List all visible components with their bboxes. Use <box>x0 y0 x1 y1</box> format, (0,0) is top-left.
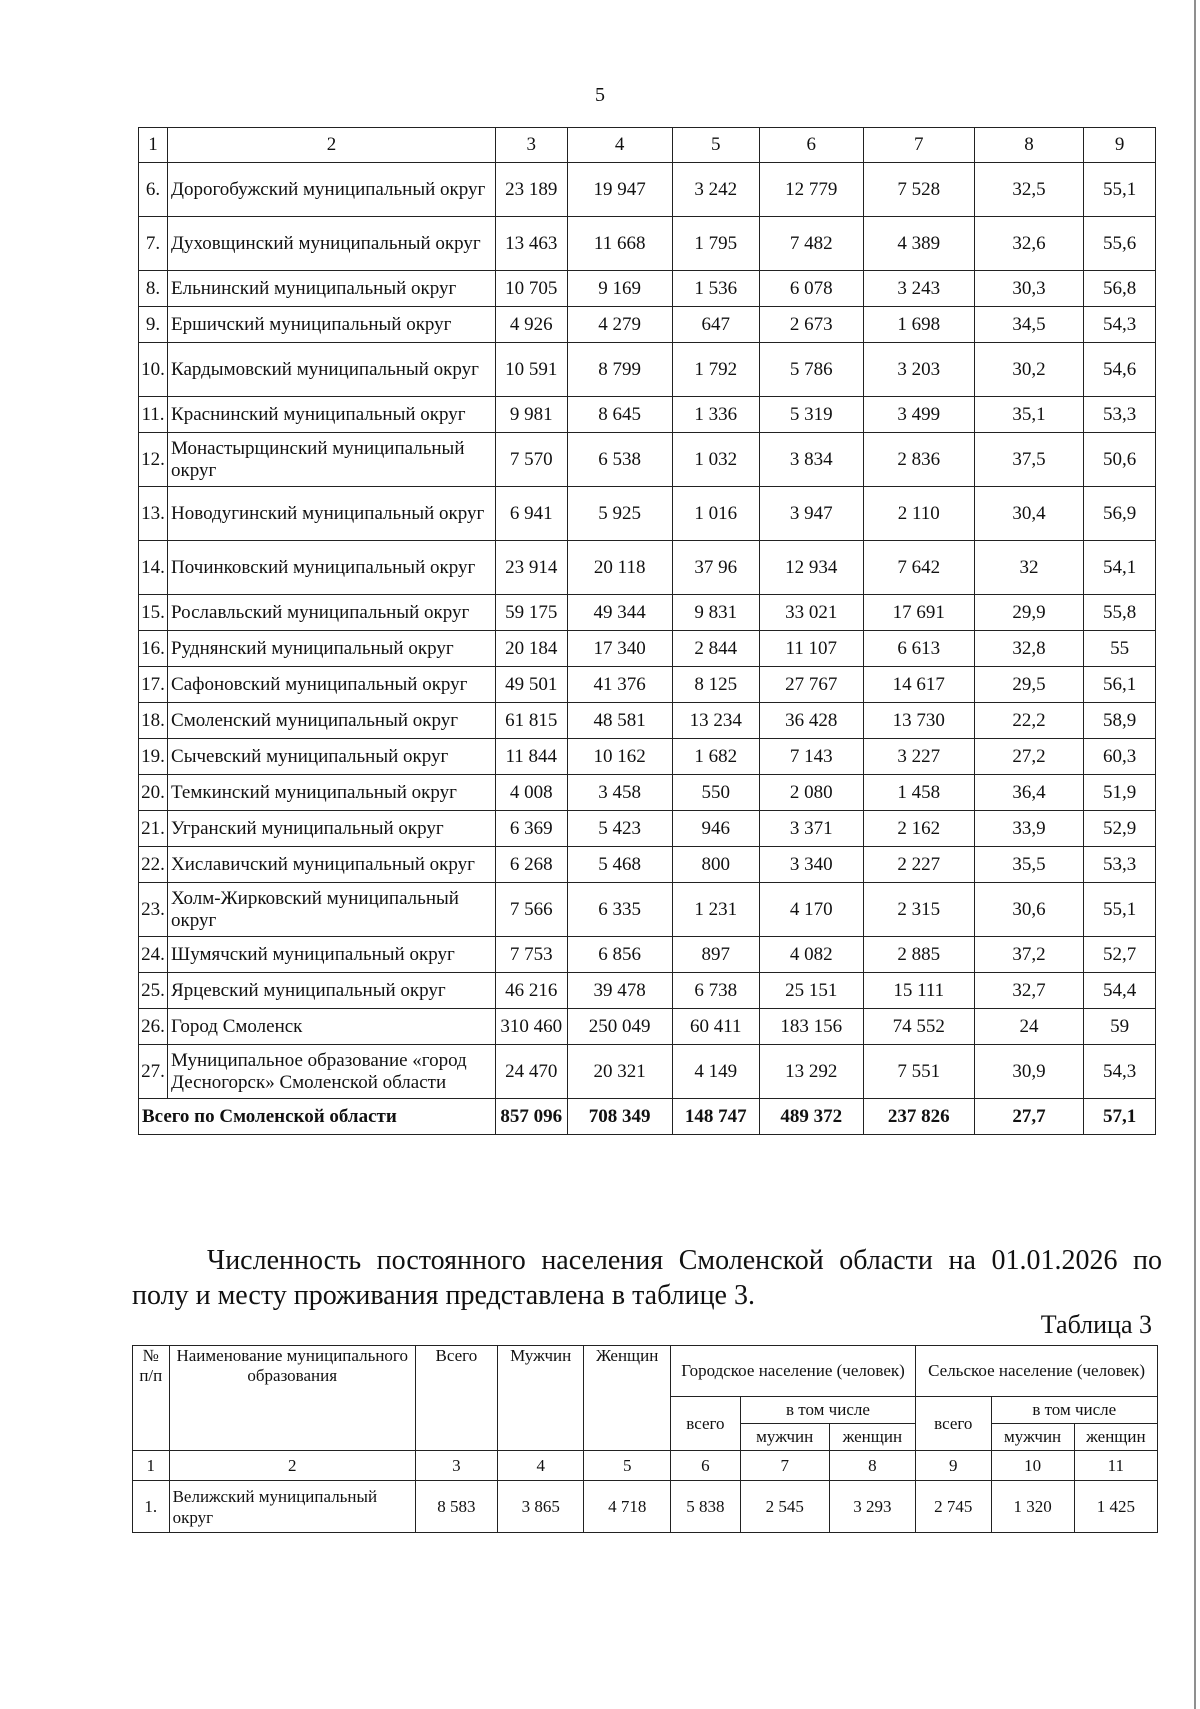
table-row <box>139 973 1156 1009</box>
value-c6: 5 786 <box>759 343 863 397</box>
value-c7: 3 203 <box>863 343 974 397</box>
value-c5: 4 149 <box>672 1045 759 1099</box>
table3-caption: Таблица 3 <box>1040 1310 1152 1339</box>
value-rural-men: 1 320 <box>991 1481 1074 1533</box>
value-c3: 4 008 <box>495 775 567 811</box>
header-urban-women: женщин <box>829 1424 916 1451</box>
municipality-name: Ершичский муниципальный округ <box>168 307 496 343</box>
column-number: 5 <box>672 128 759 163</box>
value-c7: 13 730 <box>863 703 974 739</box>
header-name: Наименование муниципального образования <box>169 1346 415 1451</box>
row-number: 21. <box>139 811 168 847</box>
value-c4: 8 799 <box>567 343 672 397</box>
value-c4: 10 162 <box>567 739 672 775</box>
column-number: 6 <box>759 128 863 163</box>
municipality-name: Велижский муниципальный округ <box>169 1481 415 1533</box>
value-c6: 27 767 <box>759 667 863 703</box>
municipality-name: Дорогобужский муниципальный округ <box>168 163 496 217</box>
value-rural-total: 2 745 <box>916 1481 991 1533</box>
value-rural-women: 1 425 <box>1074 1481 1157 1533</box>
row-number: 24. <box>139 937 168 973</box>
value-women: 4 718 <box>584 1481 671 1533</box>
municipality-name: Шумячский муниципальный округ <box>168 937 496 973</box>
value-c6: 4 082 <box>759 937 863 973</box>
value-c3: 10 591 <box>495 343 567 397</box>
value-c6: 3 340 <box>759 847 863 883</box>
header-urban: Городское население (человек) <box>670 1346 915 1397</box>
value-c9: 55,6 <box>1084 217 1156 271</box>
value-c6: 2 673 <box>759 307 863 343</box>
value-c4: 20 321 <box>567 1045 672 1099</box>
value-c7: 14 617 <box>863 667 974 703</box>
page-edge-line <box>1194 0 1196 1709</box>
value-c9: 54,6 <box>1084 343 1156 397</box>
value-c9: 53,3 <box>1084 397 1156 433</box>
value-urban-men: 2 545 <box>740 1481 829 1533</box>
value-c9: 54,4 <box>1084 973 1156 1009</box>
value-c8: 29,9 <box>974 595 1084 631</box>
value-c8: 32 <box>974 541 1084 595</box>
column-number: 7 <box>863 128 974 163</box>
value-c9: 56,8 <box>1084 271 1156 307</box>
column-number: 9 <box>1084 128 1156 163</box>
value-c7: 74 552 <box>863 1009 974 1045</box>
municipality-name: Угранский муниципальный округ <box>168 811 496 847</box>
value-c7: 2 836 <box>863 433 974 487</box>
column-number: 2 <box>168 128 496 163</box>
value-c3: 20 184 <box>495 631 567 667</box>
value-c8: 32,7 <box>974 973 1084 1009</box>
value-c5: 1 795 <box>672 217 759 271</box>
total-c9: 57,1 <box>1084 1099 1156 1135</box>
municipality-name: Муниципальное образование «город Десногорск» Смоленской области <box>168 1045 496 1099</box>
value-c7: 2 110 <box>863 487 974 541</box>
value-c9: 58,9 <box>1084 703 1156 739</box>
municipality-name: Духовщинский муниципальный округ <box>168 217 496 271</box>
municipality-name: Ярцевский муниципальный округ <box>168 973 496 1009</box>
value-c5: 37 96 <box>672 541 759 595</box>
row-number: 25. <box>139 973 168 1009</box>
table-row <box>139 163 1156 217</box>
value-c6: 7 482 <box>759 217 863 271</box>
column-number: 1 <box>133 1451 170 1481</box>
table-row <box>139 811 1156 847</box>
header-men: Мужчин <box>497 1346 584 1451</box>
table-row <box>139 595 1156 631</box>
value-c4: 49 344 <box>567 595 672 631</box>
column-number-row <box>139 128 1156 163</box>
header-urban-men: мужчин <box>740 1424 829 1451</box>
column-number: 10 <box>991 1451 1074 1481</box>
total-c5: 148 747 <box>672 1099 759 1135</box>
value-c7: 1 698 <box>863 307 974 343</box>
value-c9: 52,7 <box>1084 937 1156 973</box>
value-c9: 51,9 <box>1084 775 1156 811</box>
value-c9: 59 <box>1084 1009 1156 1045</box>
value-c5: 1 016 <box>672 487 759 541</box>
value-c4: 41 376 <box>567 667 672 703</box>
column-number: 8 <box>974 128 1084 163</box>
value-c5: 1 336 <box>672 397 759 433</box>
row-number: 20. <box>139 775 168 811</box>
table-row <box>139 739 1156 775</box>
column-number: 6 <box>670 1451 740 1481</box>
municipality-name: Хиславичский муниципальный округ <box>168 847 496 883</box>
column-number: 1 <box>139 128 168 163</box>
value-c9: 55,1 <box>1084 163 1156 217</box>
value-urban-women: 3 293 <box>829 1481 916 1533</box>
value-c3: 11 844 <box>495 739 567 775</box>
table-row <box>139 847 1156 883</box>
value-c8: 30,4 <box>974 487 1084 541</box>
municipality-name: Руднянский муниципальный округ <box>168 631 496 667</box>
value-c5: 13 234 <box>672 703 759 739</box>
page-number: 5 <box>595 84 605 106</box>
column-number: 11 <box>1074 1451 1157 1481</box>
table-row <box>139 937 1156 973</box>
value-c3: 23 914 <box>495 541 567 595</box>
value-c6: 33 021 <box>759 595 863 631</box>
table-row <box>133 1481 1158 1533</box>
value-c6: 2 080 <box>759 775 863 811</box>
table-row <box>139 541 1156 595</box>
value-c9: 54,1 <box>1084 541 1156 595</box>
value-c4: 11 668 <box>567 217 672 271</box>
value-c3: 9 981 <box>495 397 567 433</box>
table-row <box>139 667 1156 703</box>
table-row <box>139 307 1156 343</box>
value-c9: 54,3 <box>1084 307 1156 343</box>
value-c7: 7 528 <box>863 163 974 217</box>
header-number: № п/п <box>133 1346 170 1451</box>
column-number-row <box>133 1451 1158 1481</box>
value-c6: 3 371 <box>759 811 863 847</box>
value-c5: 1 032 <box>672 433 759 487</box>
value-c8: 30,6 <box>974 883 1084 937</box>
table-row <box>139 487 1156 541</box>
value-c9: 53,3 <box>1084 847 1156 883</box>
value-c8: 30,9 <box>974 1045 1084 1099</box>
value-c6: 12 934 <box>759 541 863 595</box>
value-c5: 8 125 <box>672 667 759 703</box>
table-row <box>139 433 1156 487</box>
value-c5: 60 411 <box>672 1009 759 1045</box>
value-c4: 3 458 <box>567 775 672 811</box>
value-c5: 3 242 <box>672 163 759 217</box>
column-number: 2 <box>169 1451 415 1481</box>
value-c3: 310 460 <box>495 1009 567 1045</box>
value-c4: 4 279 <box>567 307 672 343</box>
column-number: 4 <box>497 1451 584 1481</box>
header-total: Всего <box>415 1346 497 1451</box>
column-number: 9 <box>916 1451 991 1481</box>
value-c8: 22,2 <box>974 703 1084 739</box>
header-urban-including: в том числе <box>740 1397 915 1424</box>
header-rural-women: женщин <box>1074 1424 1157 1451</box>
value-total: 8 583 <box>415 1481 497 1533</box>
value-c6: 183 156 <box>759 1009 863 1045</box>
row-number: 27. <box>139 1045 168 1099</box>
value-c5: 946 <box>672 811 759 847</box>
value-c3: 6 941 <box>495 487 567 541</box>
municipality-name: Рославльский муниципальный округ <box>168 595 496 631</box>
total-c4: 708 349 <box>567 1099 672 1135</box>
row-number: 10. <box>139 343 168 397</box>
value-c4: 250 049 <box>567 1009 672 1045</box>
value-c4: 5 423 <box>567 811 672 847</box>
value-c3: 7 753 <box>495 937 567 973</box>
row-number: 26. <box>139 1009 168 1045</box>
column-number: 7 <box>740 1451 829 1481</box>
value-c8: 27,2 <box>974 739 1084 775</box>
value-urban-total: 5 838 <box>670 1481 740 1533</box>
municipality-name: Ельнинский муниципальный округ <box>168 271 496 307</box>
municipality-name: Кардымовский муниципальный округ <box>168 343 496 397</box>
row-number: 11. <box>139 397 168 433</box>
value-c5: 6 738 <box>672 973 759 1009</box>
value-c3: 46 216 <box>495 973 567 1009</box>
table-row <box>139 703 1156 739</box>
value-c9: 60,3 <box>1084 739 1156 775</box>
row-number: 22. <box>139 847 168 883</box>
table-row <box>139 883 1156 937</box>
value-c4: 20 118 <box>567 541 672 595</box>
value-c4: 5 925 <box>567 487 672 541</box>
municipality-name: Сычевский муниципальный округ <box>168 739 496 775</box>
header-rural-all: всего <box>916 1397 991 1451</box>
value-c3: 49 501 <box>495 667 567 703</box>
value-c5: 2 844 <box>672 631 759 667</box>
column-number: 4 <box>567 128 672 163</box>
value-c7: 15 111 <box>863 973 974 1009</box>
value-c5: 9 831 <box>672 595 759 631</box>
value-c6: 13 292 <box>759 1045 863 1099</box>
row-number: 12. <box>139 433 168 487</box>
value-c9: 55,1 <box>1084 883 1156 937</box>
value-c5: 1 682 <box>672 739 759 775</box>
value-c4: 5 468 <box>567 847 672 883</box>
total-row <box>139 1099 1156 1135</box>
value-c7: 7 642 <box>863 541 974 595</box>
value-c3: 13 463 <box>495 217 567 271</box>
row-number: 9. <box>139 307 168 343</box>
municipality-name: Холм-Жирковский муниципальный округ <box>168 883 496 937</box>
value-c8: 32,5 <box>974 163 1084 217</box>
value-c3: 59 175 <box>495 595 567 631</box>
value-c7: 1 458 <box>863 775 974 811</box>
value-c8: 29,5 <box>974 667 1084 703</box>
value-c7: 3 227 <box>863 739 974 775</box>
value-c8: 30,3 <box>974 271 1084 307</box>
value-c9: 55 <box>1084 631 1156 667</box>
value-c5: 647 <box>672 307 759 343</box>
value-c3: 6 369 <box>495 811 567 847</box>
value-c7: 2 885 <box>863 937 974 973</box>
value-c3: 24 470 <box>495 1045 567 1099</box>
value-c9: 52,9 <box>1084 811 1156 847</box>
population-by-sex-table <box>132 1345 1158 1533</box>
value-c6: 25 151 <box>759 973 863 1009</box>
value-c8: 34,5 <box>974 307 1084 343</box>
table-row <box>139 775 1156 811</box>
header-urban-all: всего <box>670 1397 740 1451</box>
value-c3: 6 268 <box>495 847 567 883</box>
table-row <box>139 1009 1156 1045</box>
header-rural-men: мужчин <box>991 1424 1074 1451</box>
value-c9: 56,9 <box>1084 487 1156 541</box>
row-number: 15. <box>139 595 168 631</box>
value-c6: 3 834 <box>759 433 863 487</box>
row-number: 8. <box>139 271 168 307</box>
column-number: 3 <box>495 128 567 163</box>
table-row <box>139 631 1156 667</box>
value-c4: 9 169 <box>567 271 672 307</box>
municipality-name: Смоленский муниципальный округ <box>168 703 496 739</box>
value-c7: 2 315 <box>863 883 974 937</box>
municipality-name: Город Смоленск <box>168 1009 496 1045</box>
value-c4: 6 335 <box>567 883 672 937</box>
value-c4: 48 581 <box>567 703 672 739</box>
value-c4: 6 856 <box>567 937 672 973</box>
value-c8: 33,9 <box>974 811 1084 847</box>
value-c9: 55,8 <box>1084 595 1156 631</box>
municipality-name: Краснинский муниципальный округ <box>168 397 496 433</box>
municipality-name: Темкинский муниципальный округ <box>168 775 496 811</box>
row-number: 19. <box>139 739 168 775</box>
value-c6: 3 947 <box>759 487 863 541</box>
value-c7: 4 389 <box>863 217 974 271</box>
row-number: 18. <box>139 703 168 739</box>
column-number: 5 <box>584 1451 671 1481</box>
value-c6: 12 779 <box>759 163 863 217</box>
value-c7: 3 243 <box>863 271 974 307</box>
value-c9: 50,6 <box>1084 433 1156 487</box>
value-c7: 7 551 <box>863 1045 974 1099</box>
total-c3: 857 096 <box>495 1099 567 1135</box>
value-c9: 56,1 <box>1084 667 1156 703</box>
table-row <box>139 343 1156 397</box>
municipality-name: Новодугинский муниципальный округ <box>168 487 496 541</box>
value-c5: 1 231 <box>672 883 759 937</box>
row-number: 14. <box>139 541 168 595</box>
population-table-continued <box>138 127 1156 1135</box>
value-c7: 2 162 <box>863 811 974 847</box>
value-c5: 800 <box>672 847 759 883</box>
column-number: 8 <box>829 1451 916 1481</box>
row-number: 6. <box>139 163 168 217</box>
value-c5: 897 <box>672 937 759 973</box>
value-c4: 39 478 <box>567 973 672 1009</box>
table-row <box>139 1045 1156 1099</box>
value-c7: 6 613 <box>863 631 974 667</box>
value-c9: 54,3 <box>1084 1045 1156 1099</box>
total-c7: 237 826 <box>863 1099 974 1135</box>
value-c3: 4 926 <box>495 307 567 343</box>
value-c7: 3 499 <box>863 397 974 433</box>
row-number: 13. <box>139 487 168 541</box>
row-number: 23. <box>139 883 168 937</box>
row-number: 1. <box>133 1481 170 1533</box>
value-c5: 550 <box>672 775 759 811</box>
value-c8: 32,6 <box>974 217 1084 271</box>
value-c4: 19 947 <box>567 163 672 217</box>
value-c3: 61 815 <box>495 703 567 739</box>
value-c3: 7 566 <box>495 883 567 937</box>
table-row <box>139 397 1156 433</box>
total-c8: 27,7 <box>974 1099 1084 1135</box>
municipality-name: Сафоновский муниципальный округ <box>168 667 496 703</box>
value-c3: 10 705 <box>495 271 567 307</box>
value-c7: 2 227 <box>863 847 974 883</box>
value-c5: 1 536 <box>672 271 759 307</box>
table-row <box>139 217 1156 271</box>
value-c8: 35,5 <box>974 847 1084 883</box>
value-c8: 35,1 <box>974 397 1084 433</box>
value-c6: 7 143 <box>759 739 863 775</box>
value-c4: 17 340 <box>567 631 672 667</box>
municipality-name: Починковский муниципальный округ <box>168 541 496 595</box>
total-c6: 489 372 <box>759 1099 863 1135</box>
value-c6: 36 428 <box>759 703 863 739</box>
value-c8: 24 <box>974 1009 1084 1045</box>
municipality-name: Монастырщинский муниципальный округ <box>168 433 496 487</box>
table-row <box>139 271 1156 307</box>
value-c6: 4 170 <box>759 883 863 937</box>
value-c6: 6 078 <box>759 271 863 307</box>
value-c5: 1 792 <box>672 343 759 397</box>
value-c8: 37,2 <box>974 937 1084 973</box>
value-c8: 36,4 <box>974 775 1084 811</box>
column-number: 3 <box>415 1451 497 1481</box>
total-label: Всего по Смоленской области <box>139 1099 496 1135</box>
value-c8: 30,2 <box>974 343 1084 397</box>
row-number: 16. <box>139 631 168 667</box>
value-c6: 11 107 <box>759 631 863 667</box>
value-c6: 5 319 <box>759 397 863 433</box>
value-c3: 7 570 <box>495 433 567 487</box>
value-c7: 17 691 <box>863 595 974 631</box>
table3-intro-paragraph: Численность постоянного населения Смоленской области на 01.01.2026 по полу и месту проживания представлена в таблице 3. <box>132 1245 1162 1311</box>
row-number: 17. <box>139 667 168 703</box>
value-c4: 6 538 <box>567 433 672 487</box>
header-women: Женщин <box>584 1346 671 1451</box>
value-c8: 37,5 <box>974 433 1084 487</box>
value-c8: 32,8 <box>974 631 1084 667</box>
row-number: 7. <box>139 217 168 271</box>
header-rural-including: в том числе <box>991 1397 1157 1424</box>
header-rural: Сельское население (человек) <box>916 1346 1158 1397</box>
value-c3: 23 189 <box>495 163 567 217</box>
value-c4: 8 645 <box>567 397 672 433</box>
value-men: 3 865 <box>497 1481 584 1533</box>
